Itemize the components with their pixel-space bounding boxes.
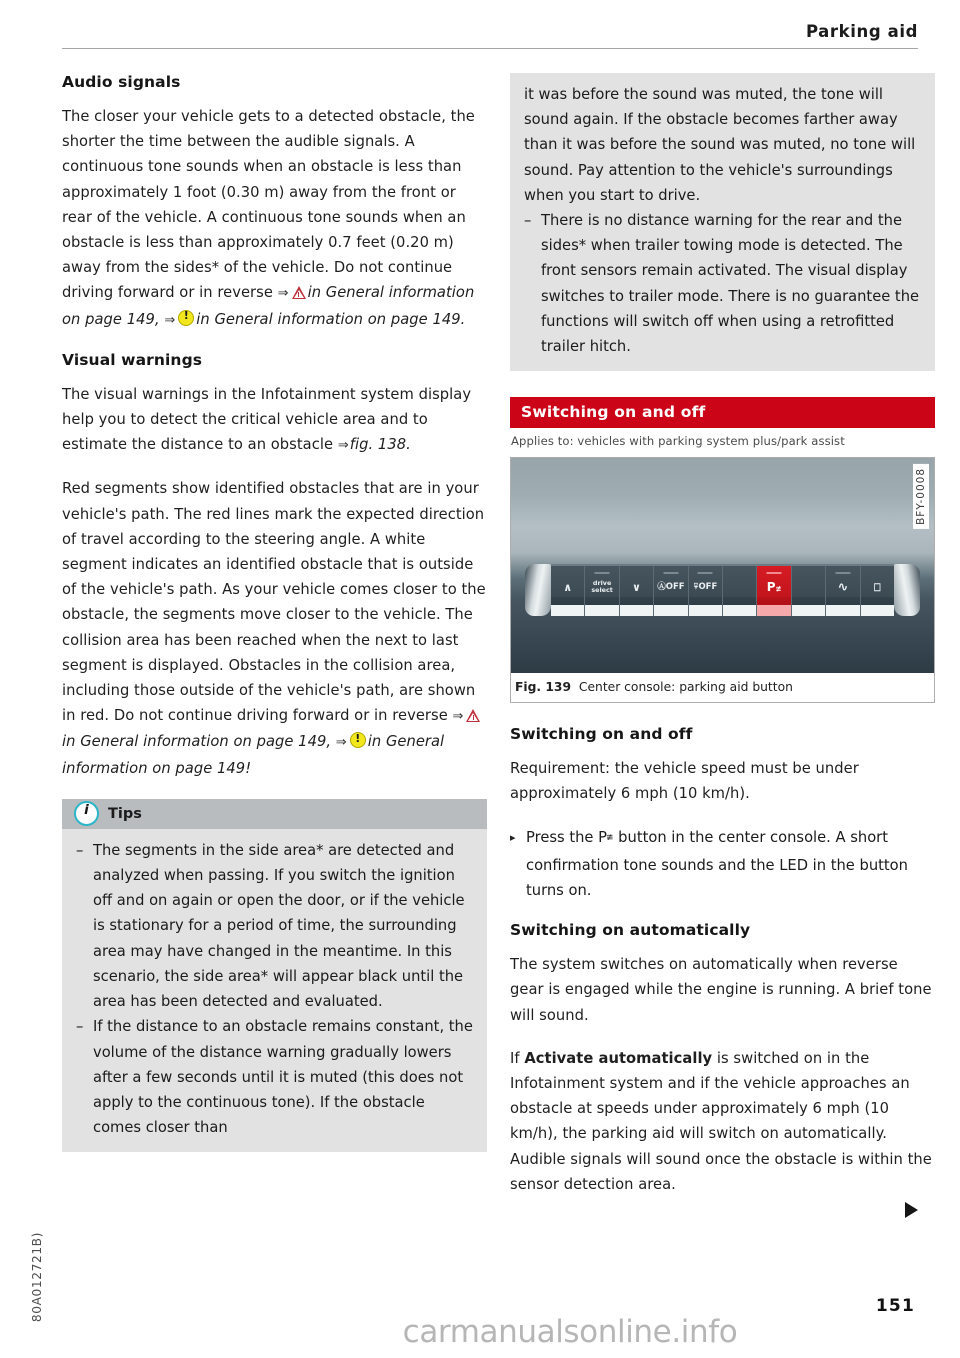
activate-automatically-label: Activate automatically: [524, 1049, 713, 1067]
auto-start-stop-off-key[interactable]: [653, 566, 687, 616]
heading-audio-signals: Audio signals: [62, 73, 181, 91]
paragraph-visual-warnings-1: [62, 382, 487, 459]
page-header: [62, 22, 918, 62]
info-circle-icon: [74, 801, 99, 826]
document-code: 80A012721B): [30, 1231, 44, 1322]
list-item: – If the distance to an obstacle remains constant, the volume of the distance warning gradually lowers after a few seconds until it is muted (this does not apply to the continuous tone). If the obstacle comes closer than: [76, 1014, 473, 1140]
key-tick: [835, 572, 850, 573]
ref-arrow-icon: ⇒: [335, 735, 347, 751]
note-circle-icon: [178, 310, 194, 326]
camera-icon: ⎕: [874, 580, 881, 594]
tips-box: [62, 799, 487, 1152]
figure-number: Fig. 139: [515, 680, 572, 695]
site-watermark: carmanualsonline.info: [402, 1314, 738, 1350]
figure-caption-text: Center console: parking aid button: [578, 680, 793, 695]
right-column: [510, 73, 935, 1215]
warning-triangle-icon: [466, 709, 480, 722]
left-column: [62, 73, 487, 1152]
esc-off-icon: ⍫OFF: [693, 581, 718, 592]
paragraph-requirement: Requirement: the vehicle speed must be under approximately 6 mph (10 km/h).: [510, 760, 859, 803]
tips-continued-content: [510, 208, 935, 371]
key-tick: [663, 572, 678, 573]
heading-switching-on-automatically: Switching on automatically: [510, 921, 751, 940]
key-tick: [698, 572, 713, 573]
parking-aid-icon: P≇: [766, 580, 782, 595]
auto-text-after: is switched on in the Infotainment system and if the vehicle approaches an obstacle at speeds under approximately 6 mph (10 km/h), the parking aid will switch on automatically. Audible signals will sound once the obstacle is within the sensor detection area.: [510, 1049, 932, 1193]
visual-ref-one: in General information on page 149,: [62, 733, 332, 751]
drive-select-label: drive select: [591, 579, 613, 595]
chevron-up-icon: ∧: [563, 580, 573, 594]
chevron-down-icon: ∨: [632, 580, 641, 594]
parking-aid-key[interactable]: [756, 566, 790, 616]
lane-assist-icon: ∿: [837, 579, 849, 595]
header-divider: [62, 48, 918, 49]
parking-aid-button-glyph: P≇: [598, 828, 613, 846]
visual-ref-two: in General information on page 149!: [62, 733, 445, 777]
paragraph-auto-2: [510, 1046, 935, 1197]
continuation-arrow-icon: [905, 1202, 918, 1218]
audio-ref-one: in General information on page 149,: [62, 284, 475, 328]
lane-assist-key[interactable]: [825, 566, 859, 616]
auto-start-stop-icon: ⒶOFF: [657, 581, 685, 592]
paragraph-visual-warnings-2: [62, 476, 487, 780]
tips-box-content: [62, 829, 487, 1152]
tips-continued-paragraph: it was before the sound was muted, the tone will sound again. If the obstacle becomes farther away than it was before the sound was muted, no tone will sound. Pay attention to the vehicle's surroundings when you start to drive.: [524, 86, 916, 204]
drive-select-key[interactable]: [584, 566, 618, 616]
page-title: Parking aid: [805, 22, 918, 41]
heading-switching-on-and-off: Switching on and off: [510, 725, 693, 744]
page-number: 151: [875, 1296, 915, 1316]
list-item: – There is no distance warning for the rear and the sides* when trailer towing mode is detected. The front sensors remain activated. The visual display switches to trailer mode. There is no guarantee the functions will switch off when using a retrofitted trailer hitch.: [524, 208, 921, 359]
tips-box-continued: [510, 73, 935, 371]
visual-paragraph-text: The visual warnings in the Infotainment system display help you to detect the critical vehicle area and to estimate the distance to an obstacle: [62, 385, 472, 454]
visual-figure-ref: fig. 138.: [349, 436, 411, 454]
figure-image-center-console: [511, 458, 934, 673]
paragraph-auto-1: The system switches on automatically when reverse gear is engaged while the engine is running. A brief tone will sound.: [510, 956, 932, 1024]
heading-visual-warnings: Visual warnings: [62, 350, 203, 369]
esc-off-key[interactable]: [688, 566, 722, 616]
step-text-before: Press the: [526, 828, 599, 846]
step-text-after: button in the center console. A short confirmation tone sounds and the LED in the button turns on.: [526, 828, 908, 900]
figure-caption: [511, 673, 934, 702]
section-bar-switching: Switching on and off: [510, 397, 935, 428]
audio-paragraph-text: The closer your vehicle gets to a detected obstacle, the shorter the time between the audible signals. A continuous tone sounds when an obstacle is less than approximately 1 foot (0.30 m) away from the front or rear of the vehicle. A continuous tone sounds when an obstacle is less than approximately 0.7 feet (0.20 m) away from the sides* of the vehicle. Do not continue driving forward or in reverse: [62, 108, 475, 302]
ref-arrow-icon: ⇒: [164, 312, 176, 328]
steps-switching-on: [510, 825, 935, 904]
figure-139: [510, 457, 935, 703]
camera-key[interactable]: [860, 566, 894, 616]
console-right-trim: [894, 564, 920, 616]
warning-triangle-icon: [292, 286, 306, 299]
ref-arrow-icon: ⇒: [277, 286, 289, 302]
chevron-up-key[interactable]: [551, 566, 584, 616]
auto-text-before: If: [510, 1049, 525, 1067]
figure-watermark: BFY-0008: [913, 464, 929, 529]
audio-ref-two: in General information on page 149.: [196, 310, 466, 328]
list-item: [510, 825, 935, 904]
center-console-strip: [525, 564, 920, 616]
tips-box-header: [62, 799, 487, 829]
applies-to-note: Applies to: vehicles with parking system plus/park assist: [511, 434, 845, 449]
ref-arrow-icon: ⇒: [337, 438, 349, 454]
key-tick: [595, 572, 610, 573]
blank-key-2[interactable]: [791, 566, 825, 616]
console-key-row: [551, 564, 894, 616]
tips-continued-list: [524, 208, 921, 359]
tips-box-title: Tips: [108, 805, 142, 822]
console-left-trim: [525, 564, 551, 616]
paragraph-audio-signals: [62, 104, 487, 333]
list-item: – The segments in the side area* are detected and analyzed when passing. If you switch the ignition off and on again or open the door, or if the vehicle is stationary for a period of time, the surrounding area may have changed in the meantime. In this scenario, the side area* will appear black until the area has been detected and evaluated.: [76, 838, 473, 1014]
blank-key[interactable]: [722, 566, 756, 616]
ref-arrow-icon: ⇒: [452, 709, 464, 725]
visual-paragraph-2-text: Red segments show identified obstacles that are in your vehicle's path. The red lines mark the expected direction of travel according to the steering angle. A white segment indicates an identified obstacle that is outside of the vehicle's path. As your vehicle comes closer to the obstacle, the segments move closer to the vehicle. The collision area has been reached when the next to last segment is displayed. Obstacles in the collision area, including those outside of the vehicle's path, are shown in red. Do not continue driving forward or in reverse: [62, 480, 486, 725]
chevron-down-key[interactable]: [619, 566, 653, 616]
tips-list: [76, 838, 473, 1140]
key-tick: [767, 572, 782, 573]
note-circle-icon: [350, 732, 366, 748]
